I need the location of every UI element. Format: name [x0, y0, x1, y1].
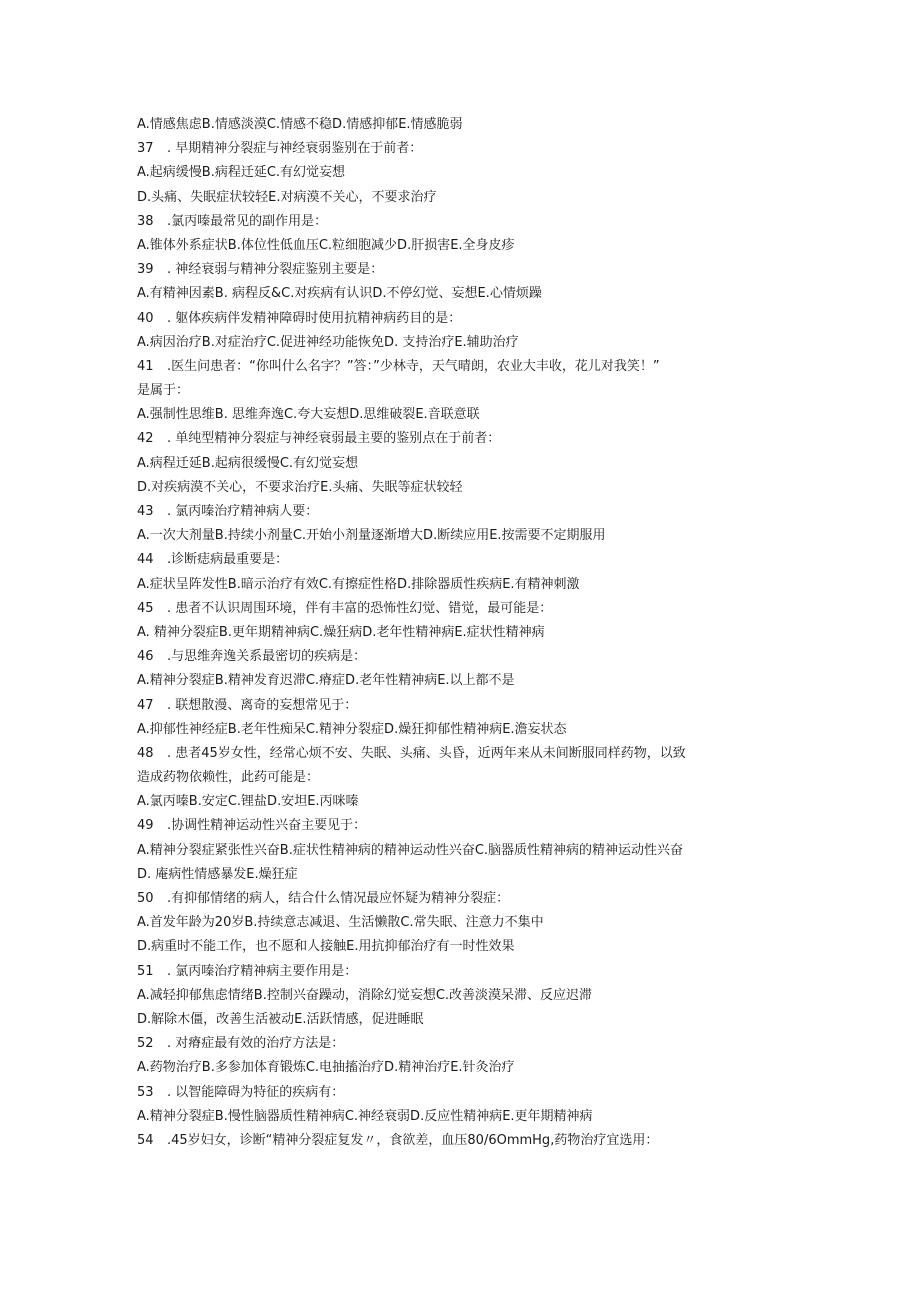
- question-line: [137, 355, 787, 379]
- question-text: .协调性精神运动性兴奋主要见于：: [167, 818, 367, 834]
- text-line: [137, 790, 787, 814]
- text-line: [137, 669, 787, 693]
- question-line: [137, 694, 787, 718]
- line-text: A.情感焦虑B.情感淡漠C.情感不稳D.情感抑郁E.情感脆弱: [137, 117, 463, 132]
- line-text: A.首发年龄为20岁B.持续意志减退、生活懒散C.常失眠、注意力不集中: [137, 915, 544, 931]
- question-text: .氯丙嗪最常见的副作用是：: [167, 213, 328, 229]
- question-text: .45岁妇女，诊断“精神分裂症复发〃，食欲差，血压80/6OmmHg,药物治疗宜选用：: [167, 1132, 659, 1148]
- question-text: . 氯丙嗪治疗精神病人要：: [167, 504, 319, 519]
- question-line: [137, 548, 787, 572]
- question-text: . 躯体疾病伴发精神障碍时使用抗精神病药目的是：: [167, 310, 462, 326]
- question-number: 41: [137, 358, 154, 374]
- text-line: [137, 863, 787, 887]
- question-line: [137, 258, 787, 282]
- text-line: [137, 621, 787, 645]
- question-line: [137, 645, 787, 669]
- text-line: [137, 331, 787, 355]
- question-number: 49: [137, 818, 154, 834]
- line-text: A.精神分裂症B.慢性脑器质性精神病C.神经衰弱D.反应性精神病E.更年期精神病: [137, 1108, 593, 1124]
- text-line: [137, 403, 787, 427]
- question-number: 53: [137, 1084, 154, 1100]
- text-line: [137, 839, 787, 863]
- question-line: [137, 742, 787, 766]
- text-line: [137, 524, 787, 548]
- text-line: [137, 234, 787, 258]
- line-text: D.对疾病漠不关心，不要求治疗E.头痛、失眠等症状较轻: [137, 479, 463, 495]
- text-line: [137, 984, 787, 1008]
- question-number: 45: [137, 600, 154, 616]
- question-number: 43: [137, 504, 154, 519]
- text-line: [137, 379, 787, 403]
- text-line: [137, 186, 787, 210]
- question-text: . 以智能障碍为特征的疾病有：: [167, 1084, 345, 1100]
- line-text: A.一次大剂量B.持续小剂量C.开始小剂量逐渐增大D.断续应用E.按需要不定期服用: [137, 528, 606, 544]
- line-text: D.头痛、失眠症状较轻E.对病漠不关心，不要求治疗: [137, 189, 437, 205]
- question-number: 44: [137, 552, 154, 568]
- question-number: 47: [137, 697, 154, 713]
- question-text: . 神经衰弱与精神分裂症鉴别主要是：: [167, 262, 384, 278]
- line-text: 是属于：: [137, 383, 190, 399]
- line-text: A.强制性思维B. 思维奔逸C.夸大妄想D.思维破裂E.音联意联: [137, 407, 480, 423]
- text-line: [137, 766, 787, 790]
- question-line: [137, 427, 787, 451]
- question-line: [137, 137, 787, 161]
- question-text: . 氯丙嗪治疗精神病主要作用是：: [167, 963, 358, 979]
- text-line: [137, 1056, 787, 1080]
- question-line: [137, 307, 787, 331]
- question-number: 50: [137, 891, 154, 906]
- line-text: A.锥体外系症状B.体位性低血压C.粒细胞减少D.肝损害E.全身皮疹: [137, 237, 515, 253]
- question-number: 40: [137, 310, 154, 326]
- text-line: [137, 282, 787, 306]
- question-text: . 患者不认识周围环境，伴有丰富的恐怖性幻觉、错觉，最可能是：: [167, 600, 553, 616]
- text-line: [137, 718, 787, 742]
- line-text: A.症状呈阵发性B.暗示治疗有效C.有擦症性格D.排除器质性疾病E.有精神刺激: [137, 576, 580, 592]
- question-text: .与思维奔逸关系最密切的疾病是：: [167, 649, 367, 665]
- question-number: 54: [137, 1132, 154, 1148]
- text-line: [137, 935, 787, 959]
- question-number: 48: [137, 745, 154, 761]
- question-number: 51: [137, 963, 154, 979]
- line-text: D.解除木僵，改善生活被动E.活跃情感，促进睡眠: [137, 1011, 424, 1027]
- question-text: .诊断痣病最重要是：: [167, 552, 289, 568]
- line-text: A.病因治疗B.对症治疗C.促进神经功能恢免D. 支持治疗E.辅助治疗: [137, 334, 519, 350]
- question-line: [137, 500, 787, 524]
- text-line: [137, 573, 787, 597]
- question-number: 37: [137, 141, 154, 157]
- line-text: A.病程迁延B.起病很缓慢C.有幻觉妄想: [137, 455, 359, 471]
- question-text: .有抑郁情绪的病人，结合什么情况最应怀疑为精神分裂症：: [167, 891, 510, 906]
- question-text: . 患者45岁女性，经常心烦不安、失眠、头痛、头昏，近两年来从未间断服同样药物，以致: [167, 745, 686, 761]
- text-line: [137, 1105, 787, 1129]
- question-number: 39: [137, 262, 154, 278]
- question-line: [137, 814, 787, 838]
- text-line: [137, 113, 787, 137]
- question-number: 52: [137, 1036, 154, 1052]
- question-line: [137, 960, 787, 984]
- question-text: . 早期精神分裂症与神经衰弱鉴别在于前者：: [167, 141, 423, 157]
- question-text: . 对瘠症最有效的治疗方法是：: [167, 1036, 345, 1052]
- document-body: [137, 113, 787, 1153]
- line-text: A.起病缓慢B.病程迁延C.有幻觉妄想: [137, 165, 346, 181]
- text-line: [137, 161, 787, 185]
- line-text: A. 精神分裂症B.更年期精神病C.燥狂病D.老年性精神病E.症状性精神病: [137, 624, 545, 640]
- line-text: D.病重时不能工作，也不愿和人接触E.用抗抑郁治疗有一时性效果: [137, 939, 515, 955]
- line-text: A.减轻抑郁焦虑情绪B.控制兴奋躁动，消除幻觉妄想C.改善淡漠呆滞、反应迟滞: [137, 987, 593, 1003]
- text-line: [137, 911, 787, 935]
- line-text: D. 庵病性情感暴发E.燥狂症: [137, 866, 298, 882]
- question-text: . 单纯型精神分裂症与神经衰弱最主要的鉴别点在于前者：: [167, 431, 501, 447]
- question-line: [137, 1081, 787, 1105]
- text-line: [137, 452, 787, 476]
- line-text: A.有精神因素B. 病程反&C.对疾病有认识D.不停幻觉、妄想E.心情烦躁: [137, 286, 542, 302]
- text-line: [137, 476, 787, 500]
- line-text: A.精神分裂症B.精神发育迟滞C.瘠症D.老年性精神病E.以上都不是: [137, 673, 515, 689]
- question-number: 46: [137, 649, 154, 665]
- question-text: .医生问患者：“你叫什么名字？”答：”少林寺，天气晴朗，农业大丰收，花儿对我笑！”: [167, 358, 660, 374]
- question-text: . 联想散漫、离奇的妄想常见于：: [167, 697, 358, 713]
- line-text: A.氯丙嗪B.安定C.锂盐D.安坦E.丙咪嗪: [137, 794, 359, 810]
- question-line: [137, 887, 787, 911]
- question-line: [137, 210, 787, 234]
- line-text: 造成药物依赖性，此药可能是：: [137, 770, 320, 786]
- question-line: [137, 597, 787, 621]
- text-line: [137, 1008, 787, 1032]
- question-line: [137, 1032, 787, 1056]
- question-number: 38: [137, 213, 154, 229]
- question-number: 42: [137, 431, 154, 447]
- line-text: A.抑郁性神经症B.老年性痴呆C.精神分裂症D.燥狂抑郁性精神病E.澹妄状态: [137, 721, 567, 737]
- line-text: A.精神分裂症紧张性兴奋B.症状性精神病的精神运动性兴奋C.脑器质性精神病的精神运动性兴奋: [137, 842, 684, 858]
- line-text: A.药物治疗B.多参加体育锻炼C.电抽搐治疗D.精神治疗E.针灸治疗: [137, 1060, 515, 1076]
- question-line: [137, 1129, 787, 1153]
